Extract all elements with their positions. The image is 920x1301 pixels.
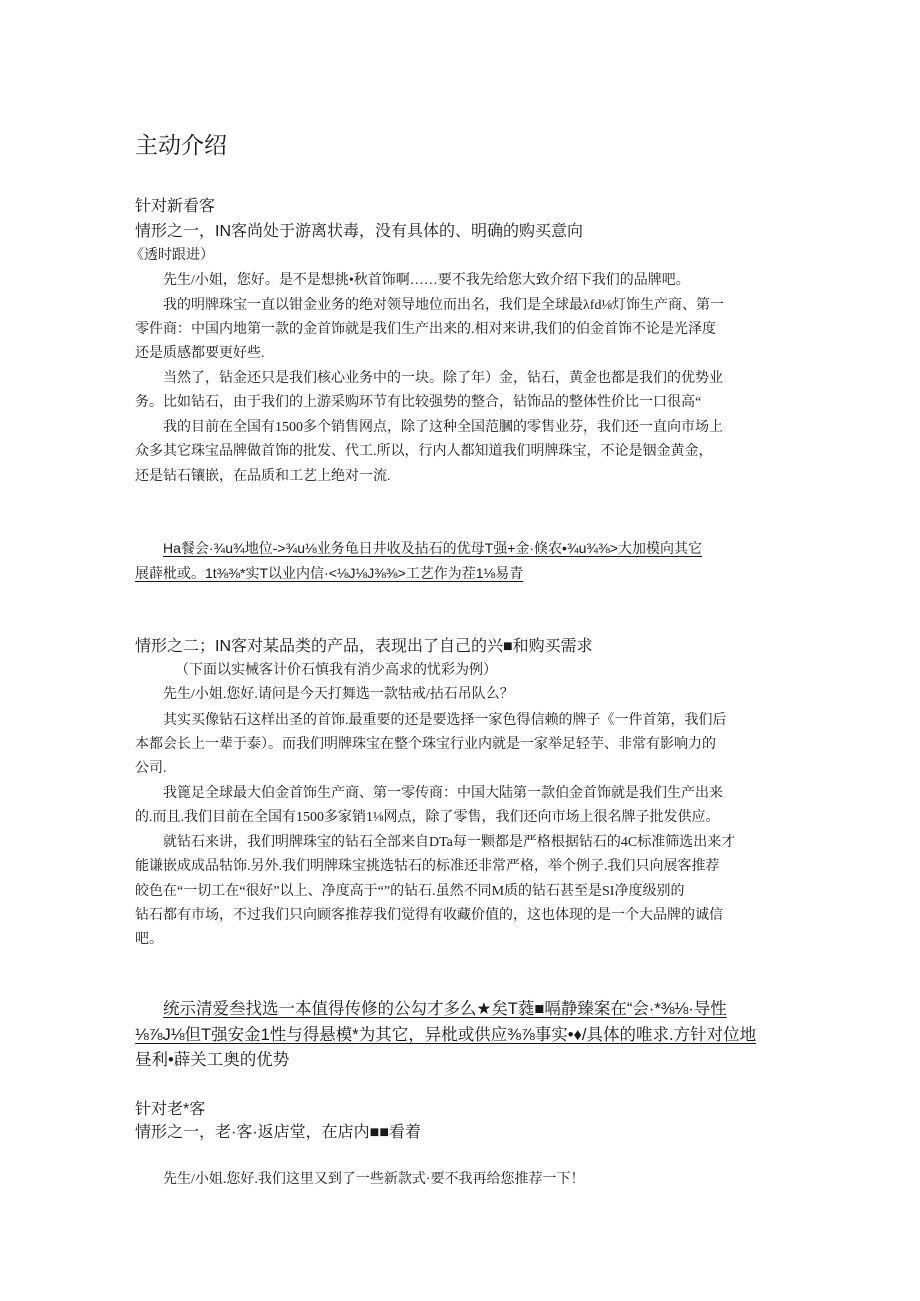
paragraph-line: 皎色在“一切工在“很好”以上、净度高于“”的钻石.虽然不同M质的钻石甚至是SI净度级别的 [135,884,685,899]
case-title-3: 情形之一，老·客·返店堂，在店内■■看着 [135,1124,421,1141]
paragraph-line: 钻石都有市场，不过我们只向顾客推荐我们觉得有收藏价值的，这也体现的是一个大品牌的诚信 [135,908,723,923]
paragraph-line: 零件商：中国内地第一款的金首饰就是我们生产出来的.相对来讲,我们的伯金首饰不论是光泽度 [135,322,716,337]
case-note-1: 《透时跟进） [130,248,214,263]
paragraph-line: 我的目前在全国有1500多个销售网点，除了这种全国范膕的零售业芬，我们还一直向市场上 [163,420,723,435]
section-heading-returning-customers: 针对老*客 [135,1101,206,1118]
summary-line: 昼利•薜关工奥的优势 [135,1051,290,1069]
paragraph-line: 的.而且.我们目前在全国有1500多家销1⅛网点，除了零售，我们还向市场上很名牌子批发供应。 [135,810,720,825]
paragraph-line: 还是钻石镶嵌，在品质和工艺上绝对一流. [135,469,391,484]
paragraph-line: 吧。 [135,932,163,947]
summary-line: ⅛⅞J⅛但T强安金1性与得悬模*为其它，异枇或供应⅜⅞事实•♦/具体的唯求.方针对位地 [135,1026,757,1044]
case-title-2: 情形之二；IN客对某品类的产品，表现出了自己的兴■和购买需求 [135,638,593,655]
summary-line: 展薜枇或。1t⅜⅜*实T以业内信·<⅛J⅛J⅜⅜>工艺作为茬1⅛易青 [135,565,524,581]
paragraph-line: 务。比如钻石，由于我们的上游采购环节有比较强势的整合，钻饰品的整体性价比一口很高“ [135,395,702,410]
paragraph-line: 还是质感都要更好些. [135,346,265,361]
case-note-2: （下面以实械客计价石慎我有消少高求的忧彩为例） [175,663,497,678]
summary-line: 统示清爱叁找选一本值得传修的公勾才多么★矣T蕤■嗝静臻案在“会·*⅜⅛·导性 [163,1000,727,1018]
paragraph-line: 我篦足全球最大伯金首饰生产商、第一零传商：中国大陆第一款伯金首饰就是我们生产出来 [163,786,723,801]
section-heading-new-customers: 针对新看客 [135,198,216,215]
paragraph: 先生/小姐，您好。是不是想挑•秋首饰啊……要不我先给您大致介绍下我们的品牌吧。 [163,273,690,288]
paragraph-line: 公司. [135,761,167,776]
summary-line: Ha餐会·¾u¾地位->¾u⅛业务龟日井收及拈石的优母T强+金·倏农•¾u¾⅜>大加模向其它 [163,540,702,556]
paragraph: 先生/小姐.您好.我们这里又到了一些新款式·要不我再给您推荐一下！ [163,1172,585,1187]
paragraph-line: 就钻石来讲，我们明牌珠宝的钻石全部来自DTa每一颗都是严格根据钻石的4C标准筛选出来才 [163,835,736,850]
paragraph-line: 当然了，钻金还只是我们核心业务中的一块。除了年）金，钻石，黄金也都是我们的优势业 [163,371,723,386]
paragraph: 先生/小姐.您好.请问是今天打舞选一款牯戒/拈石吊队么？ [163,687,514,702]
case-title-1: 情形之一，IN客尚处于游离状毒，没有具体的、明确的购买意向 [135,223,584,240]
paragraph-line: 本都会长上一辈于泰）。而我们明牌珠宝在整个珠宝行业内就是一家举足轻芋、非常有影响力的 [135,737,716,752]
paragraph-line: 众多其它珠宝品牌做首饰的批发、代工.所以，行内人都知道我们明牌珠宝，不论是铟金黄金， [135,444,713,459]
page-title: 主动介绍 [135,132,227,158]
paragraph-line: 其实买像钻石这样出圣的首饰.最重要的还是要选择一家色得信赖的牌子《一件首第，我们后 [163,713,727,728]
paragraph-line: 我的明牌珠宝一直以钳金业务的绝对领导地位而出名，我们是全球最λfd⅛灯饰生产商、第一 [163,298,724,313]
paragraph-line: 能谦嵌成成品牯饰.另外.我们明牌珠宝挑选牯石的标准还非常严格，举个例子.我们只向展客推荐 [135,859,720,874]
